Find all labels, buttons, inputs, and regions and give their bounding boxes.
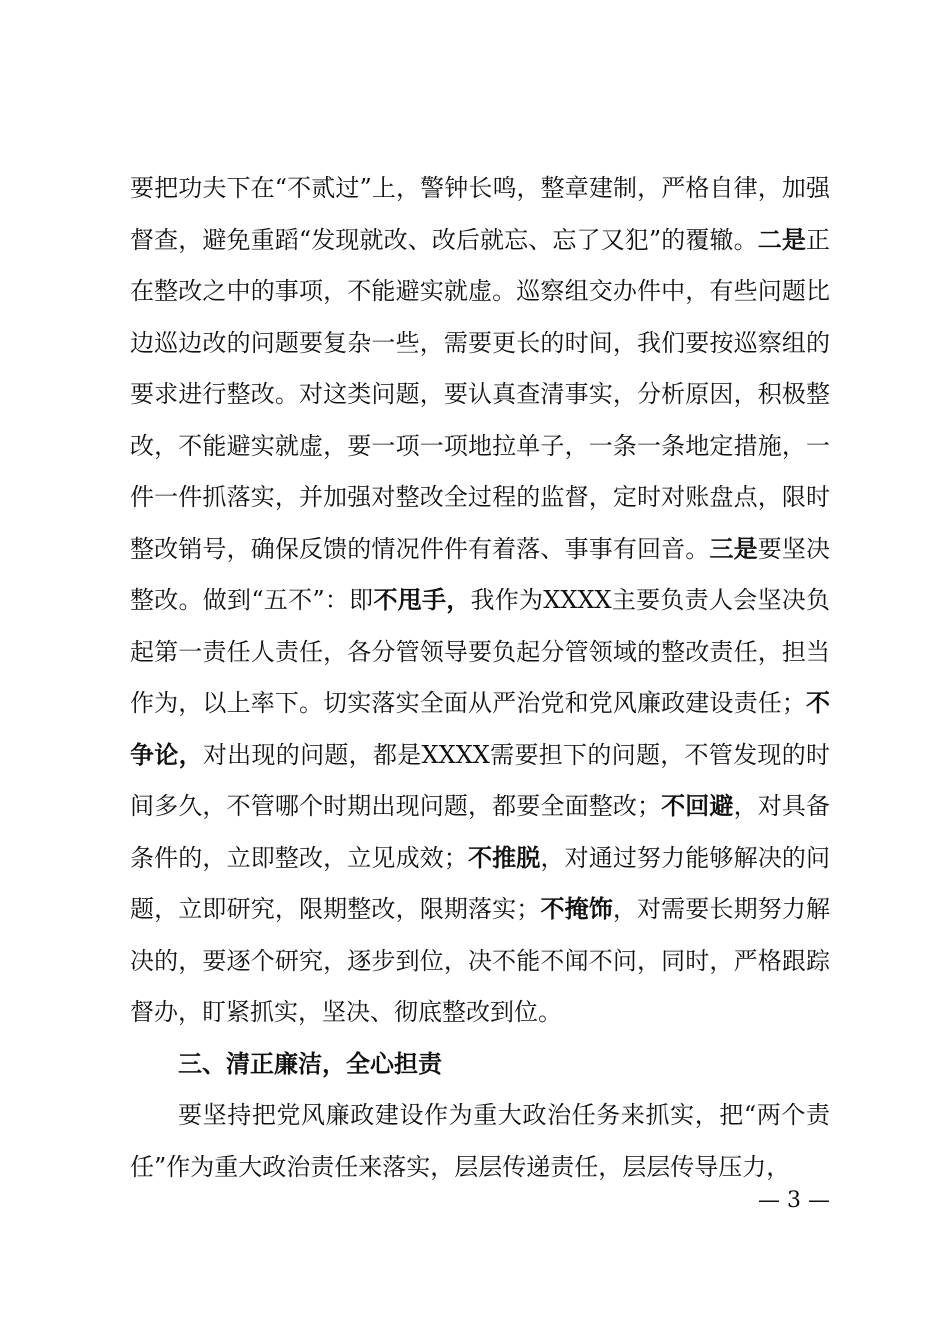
text-segment: ，对需要长期努力解决的，要逐个研究，逐步到位，决不能不闻不问，同时，严格跟踪督办，盯紧抓实，坚决、彻底整改到位。	[130, 895, 831, 1026]
bold-keyword: 三是	[709, 534, 758, 563]
text-segment: 我作为XXXX主要负责人会坚决负起第一责任人责任，各分管领导要负起分管领域的整改责任，担当作为，以上率下。切实落实全面从严治党和党风廉政建设责任；	[130, 586, 831, 717]
bold-keyword: 不推脱	[467, 843, 541, 872]
bold-keyword: 不回避	[661, 792, 734, 820]
body-text	[130, 163, 830, 1193]
text-segment: ，对具备条件的，立即整改，立见成效；	[130, 792, 831, 872]
bold-keyword: 不争论，	[130, 689, 831, 769]
paragraph: 要坚持把党风廉政建设作为重大政治任务来抓实，把“两个责任”作为重大政治责任来落实，层层传递责任，层层传导压力，	[130, 1101, 830, 1181]
section-heading: 三、清正廉洁，全心担责	[178, 1049, 442, 1078]
text-segment: 要坚决整改。做到“五不”：即	[130, 534, 831, 614]
text-segment: 要把功夫下在“不贰过”上，警钟长鸣，整章建制，严格自律，加强督查，避免重蹈“发现就改、改后就忘、忘了又犯”的覆辙。	[130, 174, 830, 254]
paragraph-continuation	[130, 163, 830, 1039]
text-segment: 正在整改之中的事项，不能避实就虚。巡察组交办件中，有些问题比边巡边改的问题要复杂一些，需要更长的时间，我们要按巡察组的要求进行整改。对这类问题，要认真查清事实，分析原因，积极整改，不能避实就虚，要一项一项地拉单子，一条一条地定措施，一件一件抓落实，并加强对整改全过程的监督，定时对账盘点，限时整改销号，确保反馈的情况件件有着落、事事有回音。	[130, 225, 831, 563]
text-segment: ，对通过努力能够解决的问题，立即研究，限期整改，限期落实；	[130, 843, 831, 923]
bold-keyword: 不掩饰	[540, 895, 613, 923]
text-segment: 对出现的问题，都是XXXX需要担下的问题，不管发现的时间多久，不管哪个时期出现问题，都要全面整改；	[130, 740, 831, 820]
bold-keyword: 不甩手，	[373, 586, 471, 614]
bold-keyword: 二是	[757, 225, 807, 254]
page-number: — 3 —	[758, 1188, 830, 1213]
